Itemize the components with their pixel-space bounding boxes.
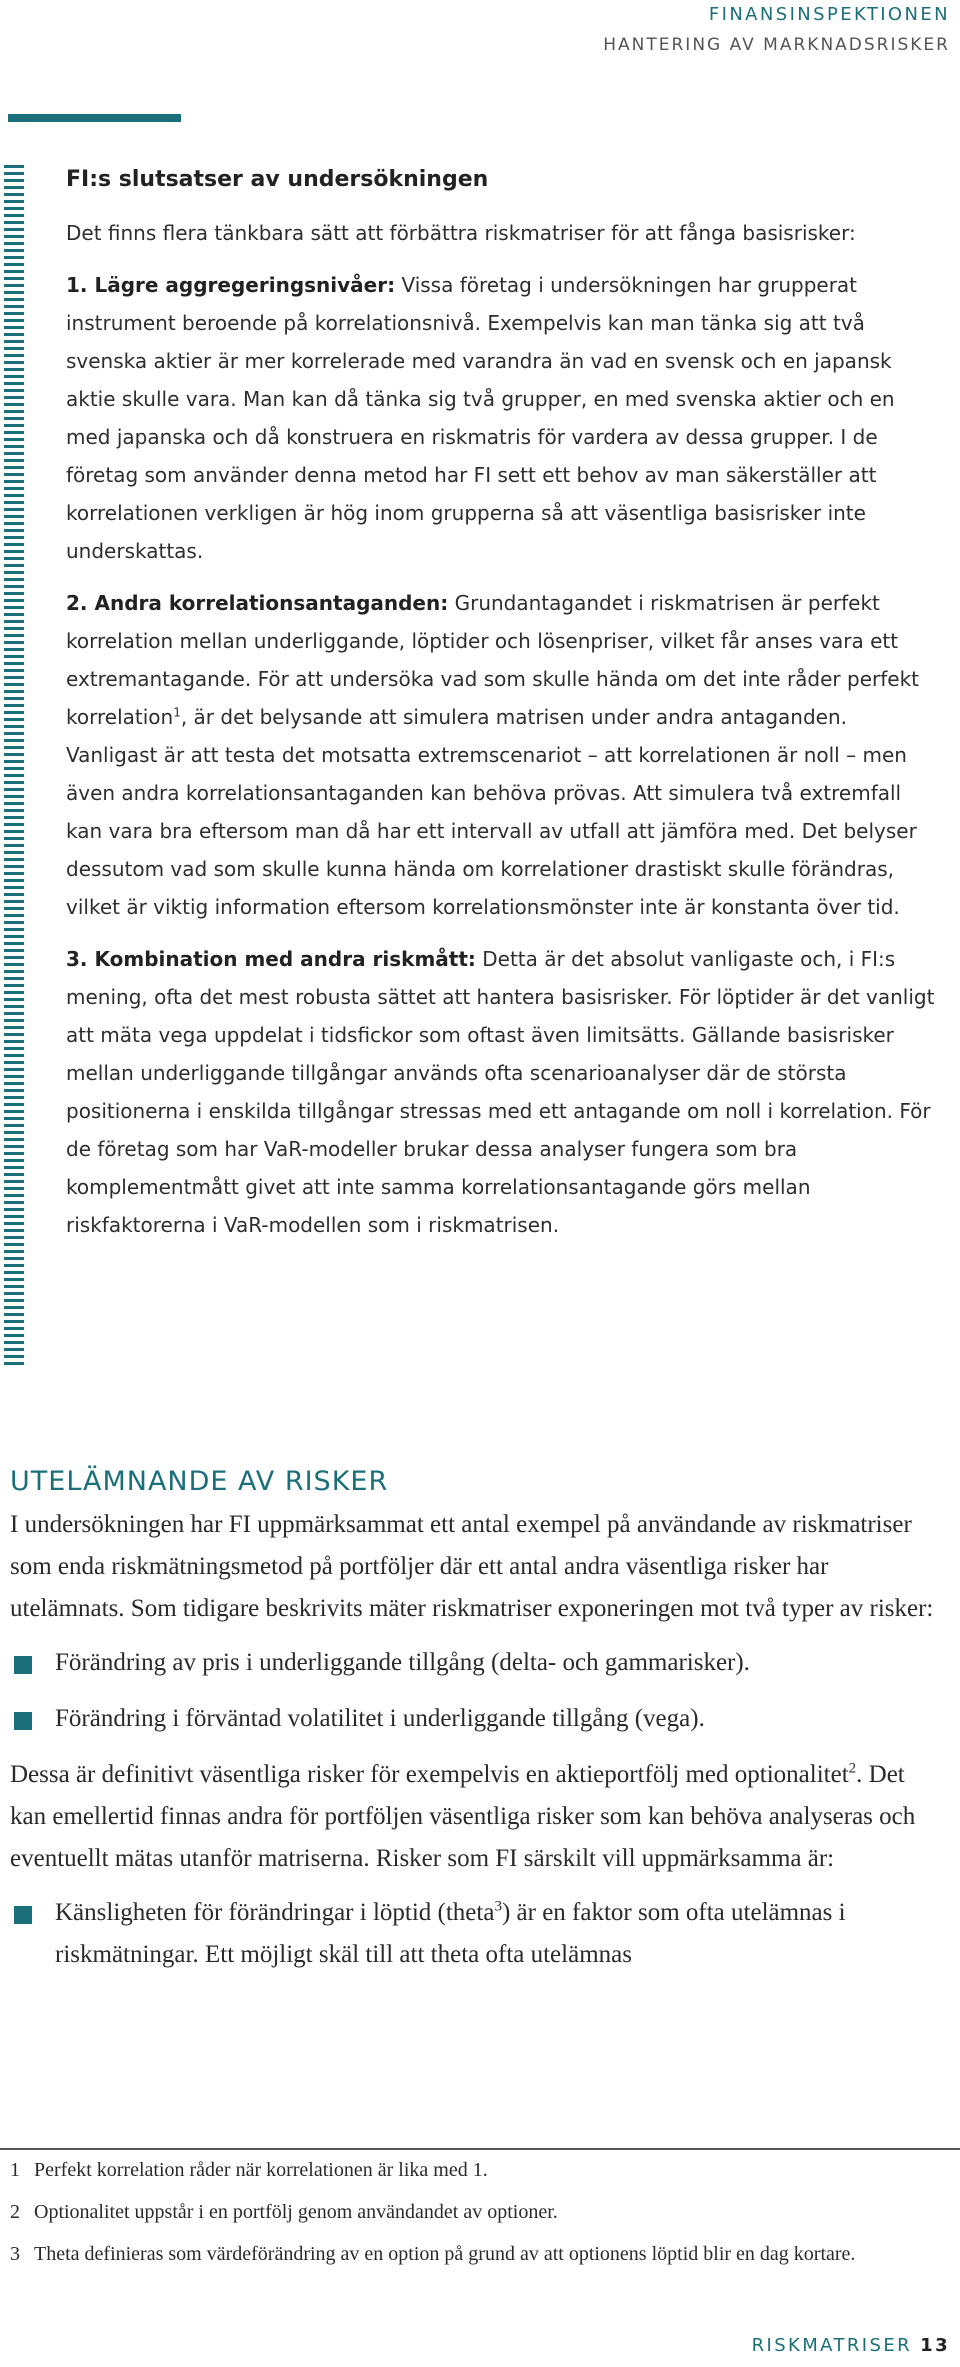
box-item-3-text: Detta är det absolut vanligaste och, i FI:s mening, ofta det mest robusta sättet att hantera basisrisker. För löptider är det vanligt att mäta vega uppdelat i tidsfickor som oftast även limitsätts. Gällande basisrisker mellan underliggande tillgångar används ofta scenarioanalyser där de största positionerna i enskilda tillgångar stressas med ett antagande om noll i korrelation. För de företag som har VaR-modeller brukar dessa analyser fungera som bra komplementmått givet att inte samma korrelationsantagande görs mellan riskfaktorerna i VaR-modellen som i riskmatrisen. [66, 947, 935, 1237]
footnotes [10, 2154, 940, 2280]
section-omitted-risks [10, 1462, 945, 1990]
footnote-number: 2 [10, 2201, 20, 2223]
box-accent-bar [8, 114, 181, 122]
box-item-2-text-b: , är det belysande att simulera matrisen under andra antaganden. Vanligast är att testa det motsatta extremscenariot – att korrelationen är noll – men även andra korrelationsantaganden kan behöva prövas. Att simulera två extremfall kan vara bra eftersom man då har ett intervall av utfall att jämföra med. Det belyser dessutom vad som skulle kunna hända om korrelationer drastiskt skulle förändras, vilket är viktig information eftersom korrelationsmönster inte är konstanta över tid. [66, 705, 917, 919]
footnote-text: Perfekt korrelation råder när korrelationen är lika med 1. [34, 2159, 488, 2181]
section-para-2-a: Dessa är definitivt väsentliga risker för exempelvis en aktieportfölj med optionalitet [10, 1761, 849, 1788]
box-intro: Det finns flera tänkbara sätt att förbättra riskmatriser för att fånga basisrisker: [66, 221, 856, 245]
conclusions-box [66, 160, 942, 1258]
list-item [10, 1642, 945, 1684]
box-item-3-lead: 3. Kombination med andra riskmått: [66, 947, 476, 971]
page-footer [752, 2335, 950, 2356]
section-para-2 [10, 1754, 945, 1880]
list-item [10, 1698, 945, 1740]
highlighted-risk-list [10, 1892, 945, 1976]
footnote-divider [0, 2148, 960, 2150]
list-item [10, 1892, 945, 1976]
section-heading: UTELÄMNANDE AV RISKER [10, 1466, 389, 1497]
box-item-3 [66, 940, 942, 1244]
footnote-ref-1: 1 [173, 705, 181, 720]
footnote-number: 3 [10, 2243, 20, 2265]
page-number: 13 [920, 2335, 950, 2356]
footnote-text: Theta definieras som värdeförändring av en option på grund av att optionens löptid blir en dag kortare. [34, 2243, 856, 2265]
box-item-2 [66, 584, 942, 926]
footnote-text: Optionalitet uppstår i en portfölj genom användandet av optioner. [34, 2201, 558, 2223]
list-item-text-b: ) är en faktor som ofta utelämnas i riskmätningar. Ett möjligt skäl till att theta ofta utelämnas [55, 1899, 846, 1968]
box-item-1-lead: 1. Lägre aggregeringsnivåer: [66, 273, 396, 297]
risk-type-list [10, 1642, 945, 1740]
list-item-text-a: Känsligheten för förändringar i löptid (theta [55, 1899, 495, 1926]
box-item-1-text: Vissa företag i undersökningen har grupperat instrument beroende på korrelationsnivå. Exempelvis kan man tänka sig att två svenska aktier är mer korrelerade med varandra än vad en svensk och en japansk aktie skulle vara. Man kan då tänka sig två grupper, en med svenska aktier och en med japanska och då konstruera en riskmatris för vardera av dessa grupper. I de företag som använder denna metod har FI sett ett behov av man säkerställer att korrelationen verkligen är hög inom grupperna så att väsentliga basisrisker inte underskattas. [66, 273, 895, 563]
footnote [10, 2238, 940, 2270]
box-item-2-text-a: Grundantagandet i riskmatrisen är perfekt korrelation mellan underliggande, löptider och lösenpriser, vilket får anses vara ett extremantagande. För att undersöka vad som skulle hända om det inte råder perfekt korrelation [66, 591, 920, 729]
list-item-text: Förändring av pris i underliggande tillgång (delta- och gammarisker). [55, 1649, 750, 1676]
box-title: FI:s slutsatser av undersökningen [66, 167, 489, 192]
footnote-number: 1 [10, 2159, 20, 2181]
footnote [10, 2196, 940, 2228]
box-side-stripe [4, 165, 24, 1368]
square-bullet-icon [14, 1656, 32, 1674]
square-bullet-icon [14, 1712, 32, 1730]
box-item-2-lead: 2. Andra korrelationsantaganden: [66, 591, 449, 615]
section-para-2-b: . Det kan emellertid finnas andra för portföljen väsentliga risker som kan behöva analyseras och eventuellt mätas utanför matriserna. Risker som FI särskilt vill uppmärksamma är: [10, 1761, 916, 1872]
footer-label: RISKMATRISER [751, 2335, 913, 2356]
box-item-1 [66, 266, 942, 570]
running-header [603, 0, 950, 60]
footnote [10, 2154, 940, 2186]
section-para-1: I undersökningen har FI uppmärksammat ett antal exempel på användande av riskmatriser som enda riskmätningsmetod på portföljer där ett antal andra väsentliga risker har utelämnats. Som tidigare beskrivits mäter riskmatriser exponeringen mot två typer av risker: [10, 1511, 934, 1622]
footnote-ref-3: 3 [494, 1898, 502, 1915]
list-item-text: Förändring i förväntad volatilitet i underliggande tillgång (vega). [55, 1705, 705, 1732]
header-org: FINANSINSPEKTIONEN [708, 4, 950, 25]
square-bullet-icon [14, 1906, 32, 1924]
footnote-ref-2: 2 [848, 1760, 857, 1777]
header-subtitle: HANTERING AV MARKNADSRISKER [603, 35, 950, 55]
